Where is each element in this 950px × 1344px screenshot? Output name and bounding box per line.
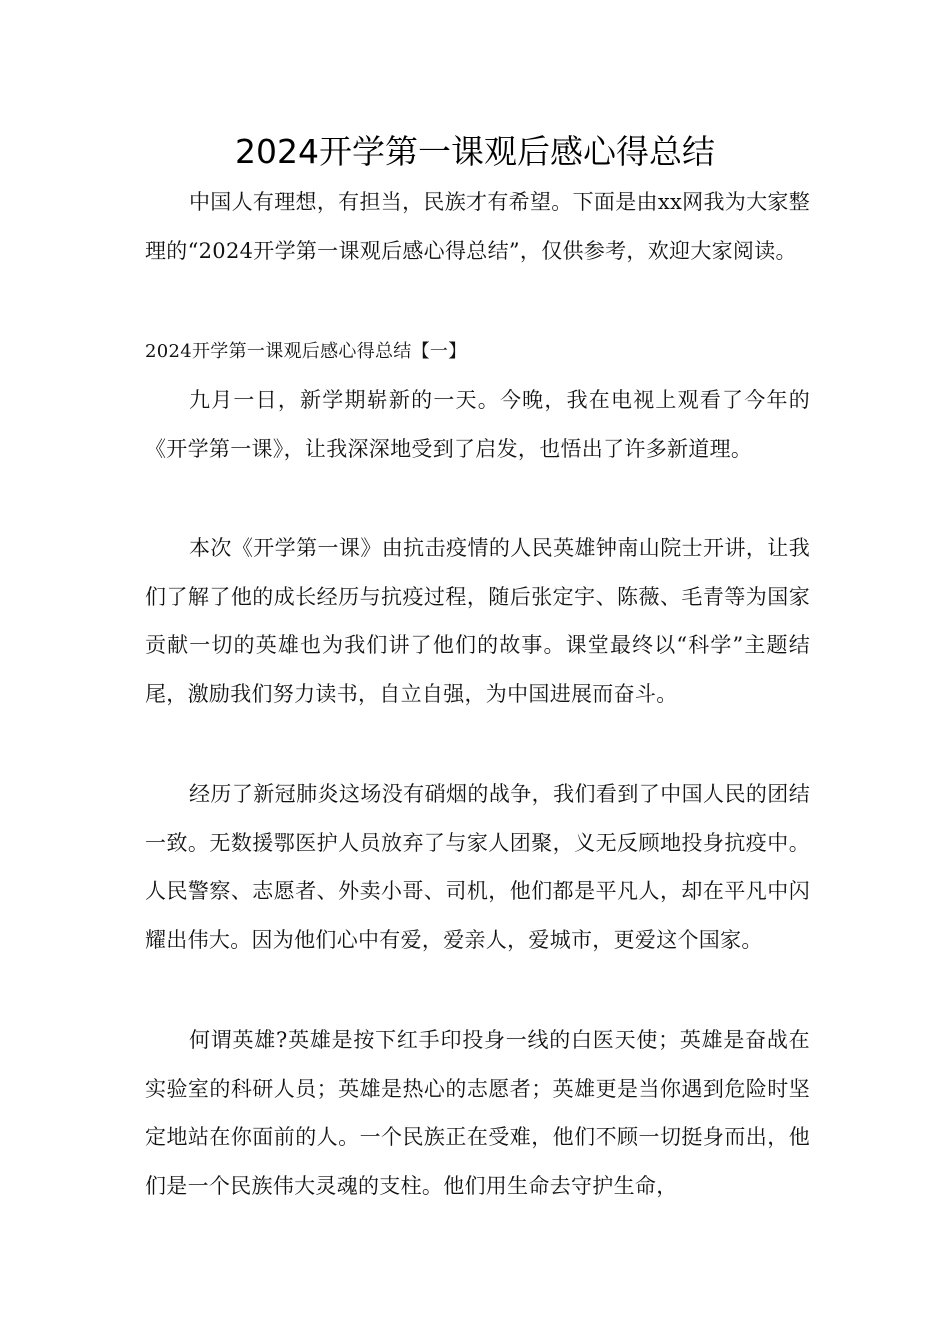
body-paragraph-4: 何谓英雄?英雄是按下红手印投身一线的白医天使；英雄是奋战在实验室的科研人员；英雄是热心的志愿者；英雄更是当你遇到危险时坚定地站在你面前的人。一个民族正在受难，他们不顾一切挺身而出，他们是一个民族伟大灵魂的支柱。他们用生命去守护生命， xyxy=(145,1028,810,1198)
intro-paragraph: 中国人有理想，有担当，民族才有希望。下面是由xx网我为大家整理的“2024开学第一课观后感心得总结”，仅供参考，欢迎大家阅读。 xyxy=(145,190,810,263)
document-title: 2024开学第一课观后感心得总结 xyxy=(235,132,715,171)
body-paragraph-3: 经历了新冠肺炎这场没有硝烟的战争，我们看到了中国人民的团结一致。无数援鄂医护人员放弃了与家人团聚，义无反顾地投身抗疫中。人民警察、志愿者、外卖小哥、司机，他们都是平凡人，却在平凡中闪耀出伟大。因为他们心中有爱，爱亲人，爱城市，更爱这个国家。 xyxy=(145,782,810,952)
section-heading: 2024开学第一课观后感心得总结【一】 xyxy=(145,341,467,362)
body-paragraph-2: 本次《开学第一课》由抗击疫情的人民英雄钟南山院士开讲，让我们了解了他的成长经历与抗疫过程，随后张定宇、陈薇、毛青等为国家贡献一切的英雄也为我们讲了他们的故事。课堂最终以“科学”主题结尾，激励我们努力读书，自立自强，为中国进展而奋斗。 xyxy=(145,536,810,706)
body-paragraph-1: 九月一日，新学期崭新的一天。今晚，我在电视上观看了今年的《开学第一课》，让我深深地受到了启发，也悟出了许多新道理。 xyxy=(145,388,810,461)
